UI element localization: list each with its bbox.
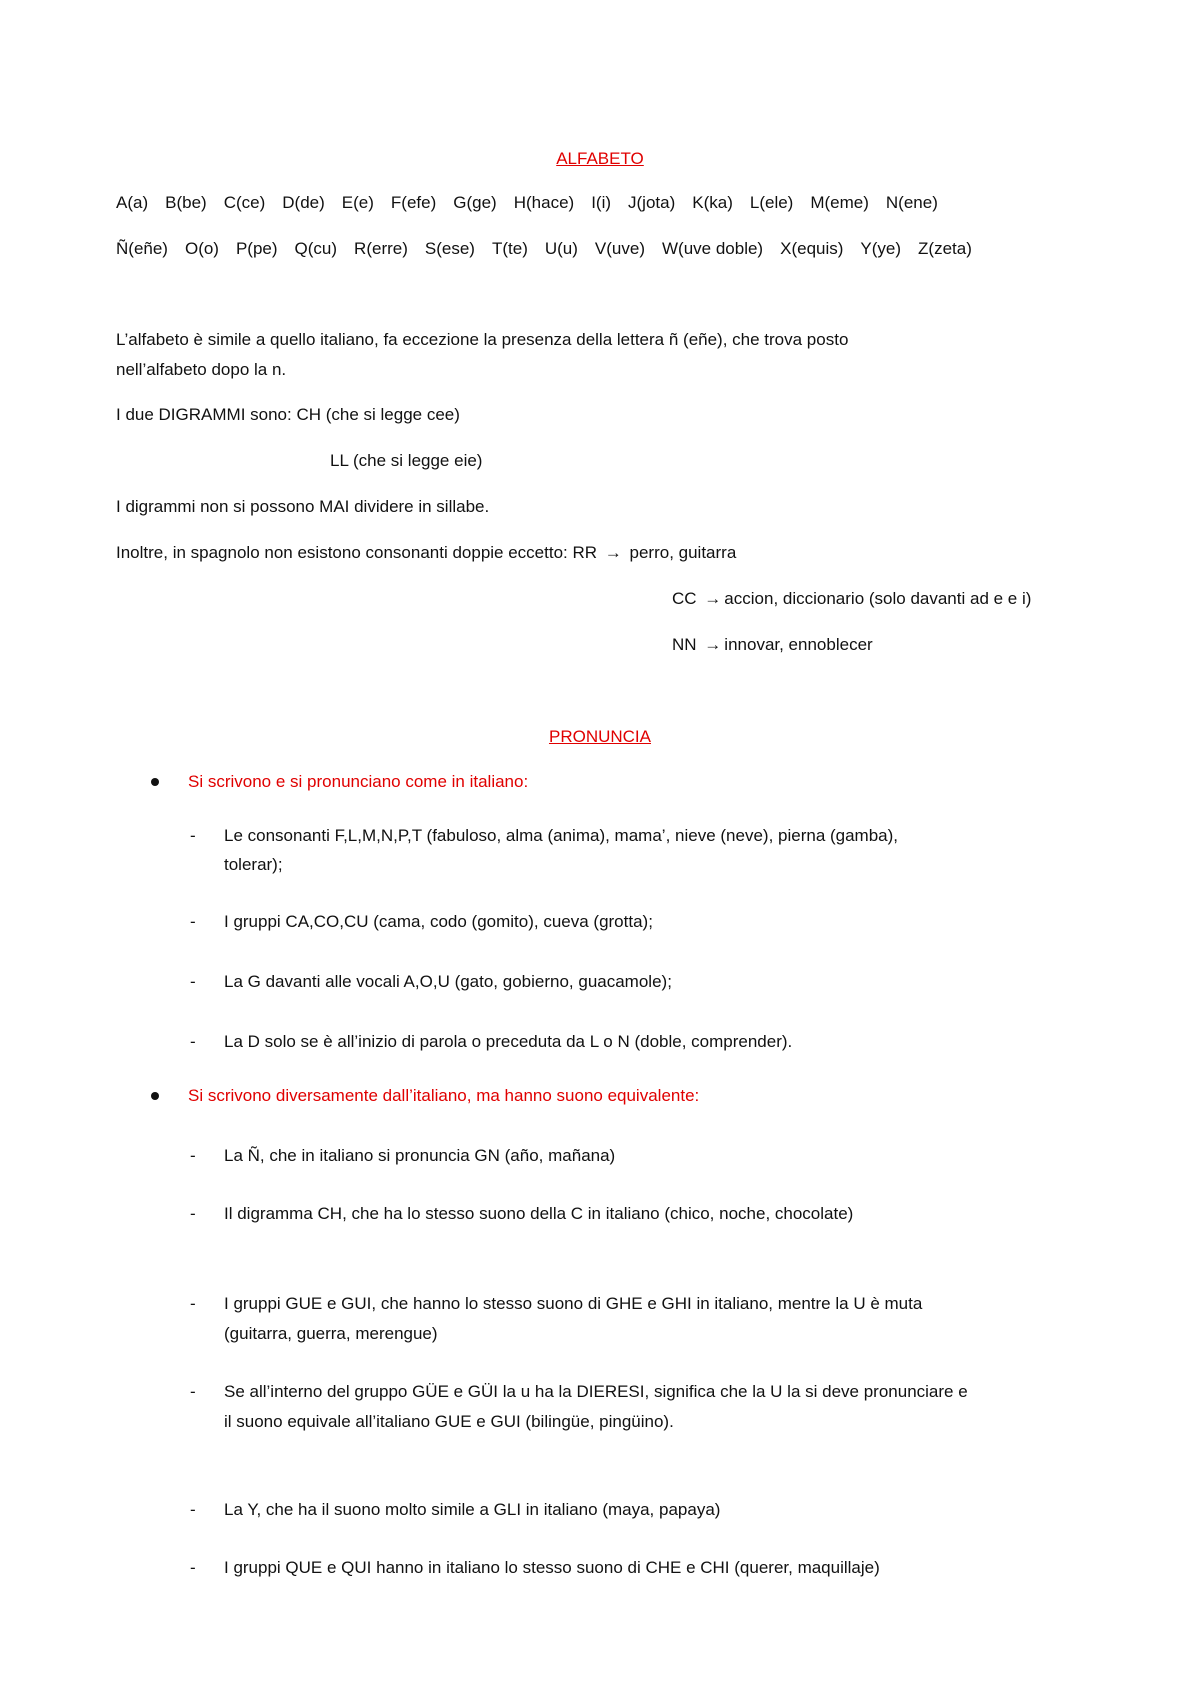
- doppie-rr-line: [116, 542, 736, 564]
- dash-icon: -: [190, 1294, 196, 1313]
- group2-item5: La Y, che ha il suono molto simile a GLI in italiano (maya, papaya): [224, 1500, 721, 1519]
- group2-item6: I gruppi QUE e QUI hanno in italiano lo stesso suono di CHE e CHI (querer, maquillaje): [224, 1558, 880, 1577]
- letter-p: P(pe): [235, 239, 278, 258]
- letter-a: A(a): [116, 193, 149, 212]
- digrammi-line-2: LL (che si legge eie): [330, 451, 483, 470]
- letter-t: T(te): [491, 239, 528, 258]
- letter-v: V(uve): [594, 239, 645, 258]
- dash-icon: -: [190, 1558, 196, 1577]
- dash-icon: -: [190, 1146, 196, 1165]
- arrow-right-icon: →: [704, 635, 722, 654]
- letter-o: O(o): [184, 239, 219, 258]
- letter-q: Q(cu): [294, 239, 338, 258]
- group2-item3-line2: (guitarra, guerra, merengue): [224, 1324, 438, 1343]
- alphabet-row-2: [116, 238, 989, 260]
- letter-h: H(hace): [513, 193, 575, 212]
- letter-c: C(ce): [223, 193, 266, 212]
- group1-item1-line2: tolerar);: [224, 855, 283, 874]
- doppie-nn-line: [672, 634, 873, 656]
- letter-f: F(efe): [390, 193, 437, 212]
- letter-k: K(ka): [692, 193, 733, 212]
- group2-item2: Il digramma CH, che ha lo stesso suono della C in italiano (chico, noche, chocolate): [224, 1204, 854, 1223]
- letter-w: W(uve doble): [662, 239, 764, 258]
- dash-icon: -: [190, 1204, 196, 1223]
- group1-item4: La D solo se è all’inizio di parola o preceduta da L o N (doble, comprender).: [224, 1032, 793, 1051]
- arrow-right-icon: →: [704, 589, 722, 608]
- doppie-cc-line: [672, 588, 1031, 610]
- letter-y: Y(ye): [860, 239, 902, 258]
- digrammi-line-1: I due DIGRAMMI sono: CH (che si legge cee): [116, 405, 460, 424]
- letter-r: R(erre): [354, 239, 408, 258]
- letter-j: J(jota): [628, 193, 676, 212]
- intro-line-1: L’alfabeto è simile a quello italiano, fa eccezione la presenza della lettera ñ (eñe), che trova posto: [116, 330, 849, 349]
- doppie-intro: Inoltre, in spagnolo non esistono consonanti doppie eccetto: RR: [116, 543, 598, 562]
- group2-item3-line1: I gruppi GUE e GUI, che hanno lo stesso suono di GHE e GHI in italiano, mentre la U è muta: [224, 1294, 923, 1313]
- group2-item4-line2: il suono equivale all’italiano GUE e GUI (bilingüe, pingüino).: [224, 1412, 674, 1431]
- group1-item2: I gruppi CA,CO,CU (cama, codo (gomito), cueva (grotta);: [224, 912, 653, 931]
- dash-icon: -: [190, 826, 196, 845]
- letter-n: N(ene): [885, 193, 938, 212]
- doppie-cc-examples: accion, diccionario (solo davanti ad e e i): [724, 589, 1032, 608]
- letter-m: M(eme): [810, 193, 869, 212]
- doppie-nn-label: NN: [672, 635, 697, 654]
- letter-enye: Ñ(eñe): [116, 239, 168, 258]
- doppie-rr-examples: perro, guitarra: [629, 543, 737, 562]
- alfabeto-title: ALFABETO: [556, 149, 644, 168]
- letter-z: Z(zeta): [918, 239, 972, 258]
- group2-item1: La Ñ, che in italiano si pronuncia GN (año, mañana): [224, 1146, 616, 1165]
- digrammi-note: I digrammi non si possono MAI dividere in sillabe.: [116, 497, 490, 516]
- bullet-icon: [151, 1092, 159, 1100]
- letter-x: X(equis): [780, 239, 844, 258]
- letter-e: E(e): [341, 193, 374, 212]
- letter-u: U(u): [544, 239, 578, 258]
- dash-icon: -: [190, 1032, 196, 1051]
- letter-l: L(ele): [749, 193, 794, 212]
- group1-heading: Si scrivono e si pronunciano come in italiano:: [188, 772, 529, 791]
- letter-b: B(be): [165, 193, 207, 212]
- letter-i: I(i): [591, 193, 612, 212]
- group2-item4-line1: Se all’interno del gruppo GÜE e GÜI la u ha la DIERESI, significa che la U la si deve pronunciare e: [224, 1382, 968, 1401]
- alphabet-row-1: [116, 192, 955, 214]
- dash-icon: -: [190, 972, 196, 991]
- bullet-icon: [151, 778, 159, 786]
- arrow-right-icon: →: [604, 543, 622, 562]
- dash-icon: -: [190, 1500, 196, 1519]
- letter-s: S(ese): [424, 239, 475, 258]
- group2-heading: Si scrivono diversamente dall’italiano, ma hanno suono equivalente:: [188, 1086, 700, 1105]
- doppie-cc-label: CC: [672, 589, 697, 608]
- dash-icon: -: [190, 1382, 196, 1401]
- doppie-nn-examples: innovar, ennoblecer: [724, 635, 873, 654]
- group1-item1-line1: Le consonanti F,L,M,N,P,T (fabuloso, alma (anima), mama’, nieve (neve), pierna (gamba),: [224, 826, 899, 845]
- letter-g: G(ge): [453, 193, 497, 212]
- intro-line-2: nell’alfabeto dopo la n.: [116, 360, 287, 379]
- letter-d: D(de): [282, 193, 325, 212]
- pronuncia-title: PRONUNCIA: [548, 727, 651, 746]
- dash-icon: -: [190, 912, 196, 931]
- group1-item3: La G davanti alle vocali A,O,U (gato, gobierno, guacamole);: [224, 972, 672, 991]
